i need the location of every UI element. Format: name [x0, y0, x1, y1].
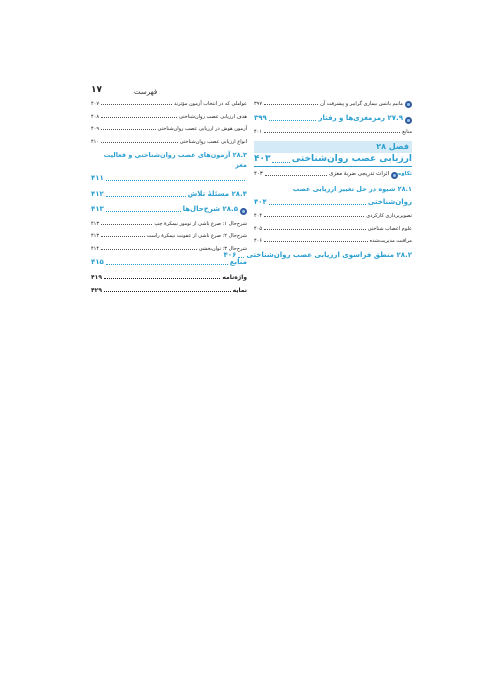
- toc-right-column: [223, 100, 412, 265]
- toc-section-entry[interactable]: [91, 204, 247, 215]
- toc-entry[interactable]: [254, 100, 412, 108]
- dot-leader: [104, 291, 231, 292]
- chapter-label: فصل ۲۸: [254, 141, 412, 153]
- toc-entry-title: ۲۸.۴ مسئلهٔ تلاش: [187, 189, 247, 198]
- toc-entry-title: تصویربرداری کارکردی: [366, 213, 412, 219]
- toc-entry-page: ۴۱۲: [91, 189, 104, 198]
- running-header-title: فهرست: [134, 88, 158, 96]
- chapter-page: ۴۰۳: [254, 154, 271, 164]
- note-lead-label: تکاوه: [398, 171, 412, 177]
- toc-entry-title: منابع: [229, 258, 247, 266]
- dot-leader: [101, 236, 145, 237]
- toc-entry-page: ۳۹۹: [254, 113, 267, 122]
- toc-entry-page: ۴۱۰: [91, 138, 100, 145]
- dot-leader: [269, 204, 366, 205]
- toc-entry[interactable]: [254, 212, 412, 220]
- toc-entry-page: ۴۰۵: [254, 225, 263, 232]
- dot-leader: [101, 224, 152, 225]
- toc-entry-page: ۴۰۴: [254, 213, 263, 219]
- dot-leader: [101, 249, 197, 250]
- dot-leader: [272, 162, 289, 163]
- toc-entry-page: ۴۲۹: [91, 287, 102, 294]
- dot-leader: [264, 132, 400, 133]
- toc-entry[interactable]: [91, 113, 247, 121]
- toc-entry-title: شرح‌حال ۱: صرع ناشی از تومور نیمکرهٔ چپ: [154, 220, 247, 227]
- dot-leader: [101, 104, 172, 105]
- reference-circle-icon: [391, 172, 398, 179]
- toc-entry-title: واژه‌نامه: [222, 273, 247, 281]
- toc-entry-title: آزمون هوش در ارزیابی عصب روان‌شناختی: [157, 126, 247, 132]
- toc-section-heading[interactable]: ۲۸.۳ آزمون‌های عصب روان‌شناختی و فعالیت مغز: [103, 151, 247, 169]
- toc-left-column: [91, 100, 247, 300]
- dot-leader: [106, 196, 186, 197]
- toc-entry-title: اثرات تدریجی ضربهٔ مغزی: [329, 171, 389, 177]
- toc-entry[interactable]: [91, 220, 247, 228]
- dot-leader: [269, 120, 317, 121]
- toc-entry-title: ۲۸.۵ شرح‌حال‌ها: [182, 205, 238, 213]
- dot-leader: [265, 175, 327, 176]
- toc-entry-page: ۴۱۳: [91, 220, 100, 227]
- toc-entry-page: ۴۰۶: [223, 250, 237, 259]
- dot-leader: [101, 129, 155, 130]
- dot-leader: [106, 211, 181, 212]
- toc-entry-title: ۲۷.۹ رمزمغزی‌ها و رفتار: [318, 113, 403, 122]
- toc-entry-page: ۴۰۸: [91, 113, 100, 120]
- toc-entry-title: انواع ارزیابی عصب روان‌شناختی: [179, 138, 247, 145]
- toc-entry-page: ۳۹۷: [254, 101, 263, 107]
- toc-entry[interactable]: [254, 128, 412, 136]
- toc-entry[interactable]: [254, 237, 412, 245]
- toc-entry-page: ۴۰۱: [254, 129, 263, 135]
- toc-entry-title: ماتیم بانتس بیماری گرایبر و پیشرفت آن: [320, 101, 403, 107]
- toc-entry-title: عواملی که در انتخاب آزمون مؤثرند: [173, 101, 247, 107]
- reference-circle-icon: [405, 117, 412, 124]
- toc-section-entry[interactable]: [91, 189, 247, 200]
- toc-entry-title: منابع: [402, 129, 412, 135]
- dot-leader: [104, 278, 220, 279]
- toc-entry-page: ۴۱۹: [91, 273, 102, 281]
- dot-leader: [101, 117, 177, 118]
- toc-section-heading[interactable]: ۲۸.۱ شیوه در حل تغییر ارزیابی عصب: [292, 184, 412, 193]
- toc-entry[interactable]: [91, 100, 247, 108]
- toc-entry-page: ۴۰۹: [91, 126, 100, 132]
- toc-entry-title: شرح‌حال ۲: صرع ناشی از عفونت نیمکرهٔ راست: [146, 233, 247, 239]
- toc-entry-title: مراقبت مدیریت‌شده: [369, 238, 412, 244]
- toc-section-entry[interactable]: [223, 250, 412, 261]
- toc-entry[interactable]: [91, 138, 247, 146]
- toc-entry[interactable]: [91, 232, 247, 240]
- toc-entry-page: ۴۱۵: [91, 258, 104, 266]
- toc-entry[interactable]: [254, 225, 412, 233]
- dot-leader: [264, 229, 366, 230]
- toc-entry-page: ۴۱۴: [91, 245, 100, 252]
- toc-entry-page: ۴۰۳: [254, 171, 263, 177]
- dot-leader: [264, 241, 368, 242]
- toc-backmatter-entry[interactable]: [91, 286, 247, 295]
- reference-circle-icon: [240, 208, 247, 215]
- page-number: ۱۷: [91, 85, 102, 95]
- toc-entry-page: ۴۱۳: [91, 205, 104, 213]
- toc-section-entry[interactable]: [91, 173, 247, 184]
- dot-leader: [264, 104, 318, 105]
- dot-leader: [101, 142, 178, 143]
- toc-backmatter-entry[interactable]: [91, 273, 247, 282]
- toc-entry[interactable]: [91, 245, 247, 253]
- toc-entry-title: ۲۸.۲ منطق فراسوی ارزیابی عصب روان‌شناختی: [246, 250, 412, 259]
- chapter-title: ارزیابی عصب روان‌شناختی: [291, 154, 412, 164]
- toc-entry-title: هدف ارزیابی عصب روان‌شناختی: [178, 113, 247, 120]
- dot-leader: [106, 180, 245, 181]
- chapter-title-entry[interactable]: [254, 153, 412, 167]
- toc-entry-page: ۴۰۶: [254, 238, 263, 244]
- toc-note-entry[interactable]: [254, 170, 412, 179]
- dot-leader: [106, 264, 228, 265]
- toc-entry-title: نمایه: [232, 287, 247, 294]
- toc-entry-title: شرح‌حال ۳: توان‌بخشی: [198, 245, 247, 252]
- toc-section-entry[interactable]: [91, 257, 247, 268]
- toc-section-entry[interactable]: [254, 197, 412, 208]
- toc-entry-title: روان‌شناختی: [367, 197, 412, 206]
- toc-section-entry[interactable]: [254, 113, 412, 124]
- toc-entry[interactable]: [91, 125, 247, 133]
- toc-entry-title: علوم اعصاب شناختی: [367, 225, 412, 232]
- toc-entry-page: ۴۰۷: [91, 101, 100, 107]
- toc-entry-page: ۴۱۳: [91, 233, 100, 239]
- toc-entry-page: ۴۰۴: [254, 197, 267, 206]
- toc-entry-page: ۴۱۱: [91, 174, 104, 182]
- dot-leader: [264, 216, 364, 217]
- reference-circle-icon: [405, 101, 412, 108]
